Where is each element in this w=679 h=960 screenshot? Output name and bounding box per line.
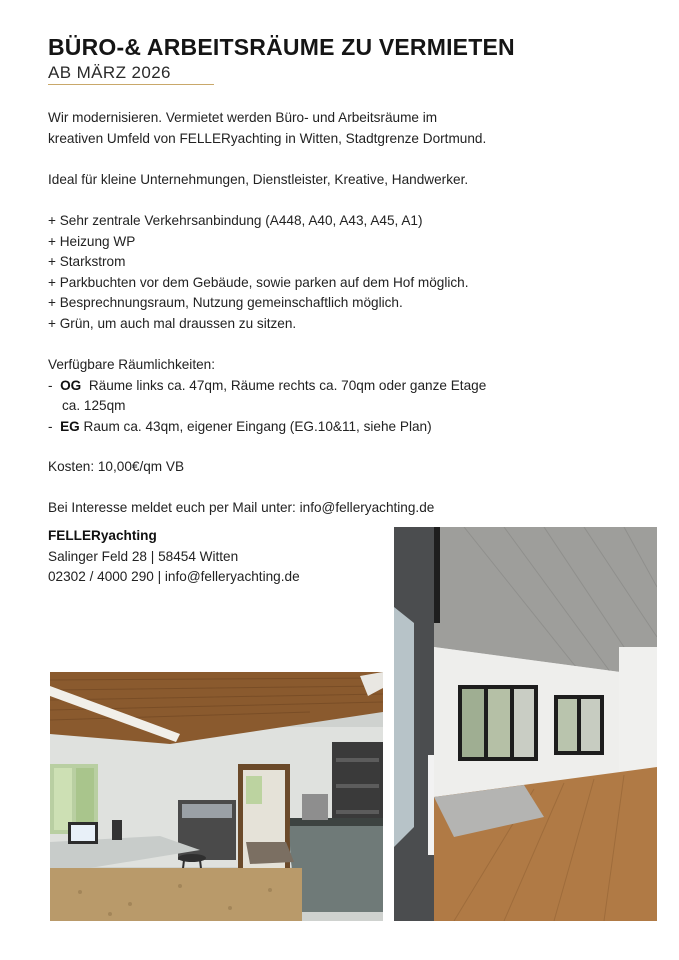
room-eg-dash: - [48,418,53,434]
page-title: BÜRO-& ARBEITSRÄUME ZU VERMIETEN [48,34,515,60]
contact-phone-mail: 02302 / 4000 290 | info@felleryachting.de [48,569,300,584]
contact-address: Salinger Feld 28 | 58454 Witten [48,548,239,564]
intro-paragraph [48,108,486,149]
office-room-photo [50,672,383,921]
costs-text: Kosten: 10,00€/qm VB [48,459,185,474]
intro-line-2: kreativen Umfeld von FELLERyachting in Witten, Stadtgrenze Dortmund. [48,130,487,146]
feature-item: + Sehr zentrale Verkehrsanbindung (A448, A40, A43, A45, A1) [48,213,423,228]
rooms-heading: Verfügbare Räumlichkeiten: [48,357,215,372]
feature-item: + Besprechnungsraum, Nutzung gemeinschaftlich möglich. [48,295,403,310]
page-subtitle: AB MÄRZ 2026 [48,63,171,82]
ideal-for-text: Ideal für kleine Unternehmungen, Dienstleister, Kreative, Handwerker. [48,172,469,187]
room-og-text: Räume links ca. 47qm, Räume rechts ca. 70qm oder ganze Etage [88,377,487,393]
room-eg [48,417,486,438]
office-room-illustration [50,672,383,921]
rooms-section [48,355,486,437]
room-og [48,376,486,397]
room-og-label: OG [60,377,82,393]
feature-item: + Heizung WP [48,233,136,249]
feature-list [48,211,469,334]
room-og-dash: - [48,377,53,393]
contact-company: FELLERyachting [48,528,157,543]
feature-item: + Parkbuchten vor dem Gebäude, sowie parken auf dem Hof möglich. [48,274,469,290]
contact-block [48,526,300,588]
renovated-hall-illustration [394,527,657,921]
renovated-hall-photo [394,527,657,921]
room-eg-text: Raum ca. 43qm, eigener Eingang (EG.10&11, siehe Plan) [83,418,432,434]
subtitle-underline [48,84,214,85]
feature-item: + Grün, um auch mal draussen zu sitzen. [48,315,297,331]
interest-text: Bei Interesse meldet euch per Mail unter: info@felleryachting.de [48,500,435,515]
intro-line-1: Wir modernisieren. Vermietet werden Büro- und Arbeitsräume im [48,110,438,125]
room-og-continuation: ca. 125qm [62,398,126,413]
room-eg-label: EG [60,418,80,434]
feature-item: + Starkstrom [48,254,126,269]
